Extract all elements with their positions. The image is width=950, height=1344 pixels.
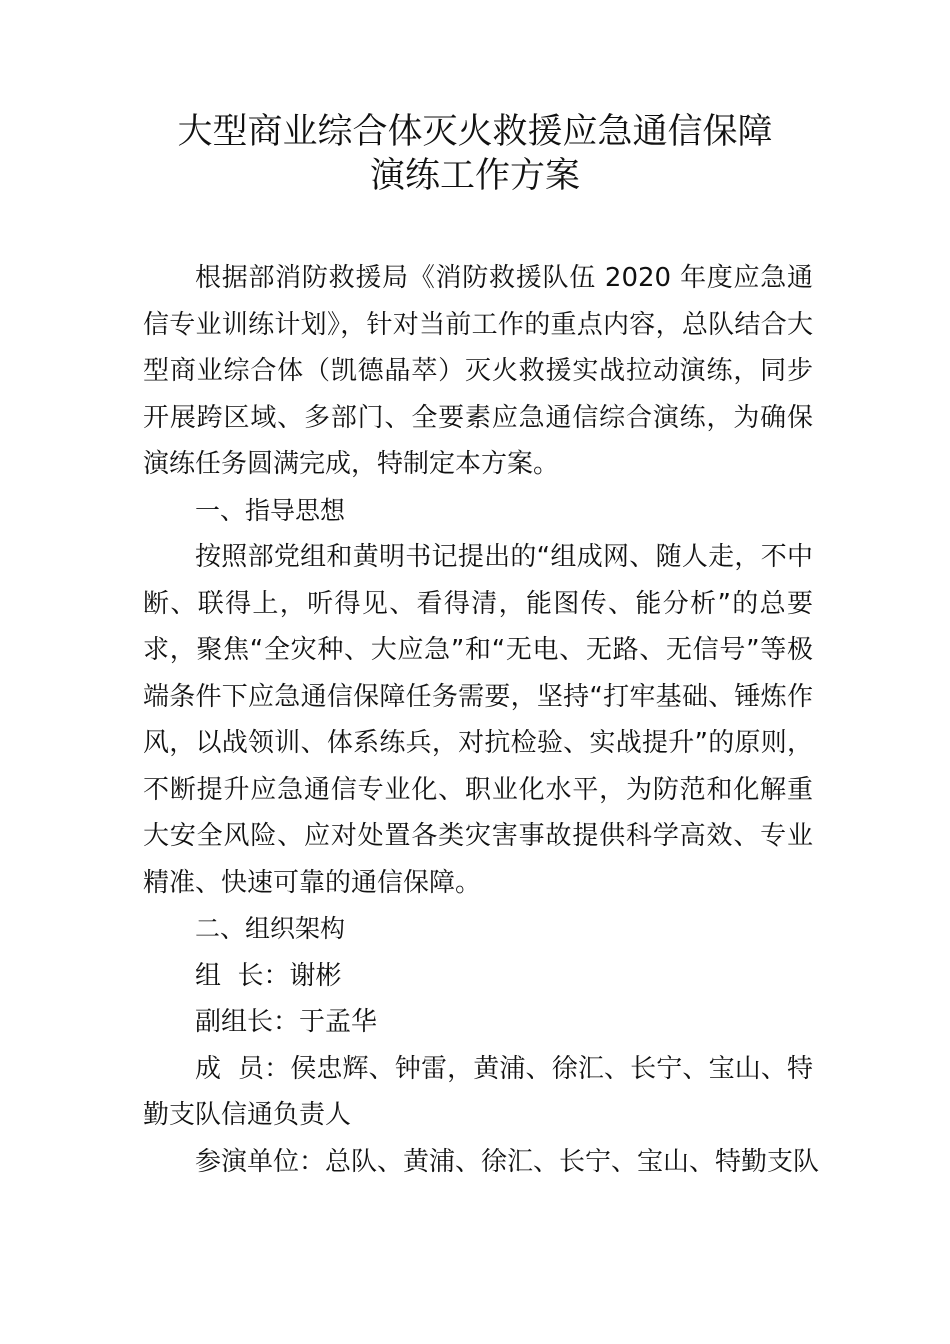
members-line: 成 员：侯忠辉、钟雷，黄浦、徐汇、长宁、宝山、特勤支队信通负责人 (143, 1053, 813, 1130)
team-leader-line: 组 长：谢彬 (195, 960, 342, 991)
intro-paragraph: 根据部消防救援局《消防救援队伍 2020 年度应急通信专业训练计划》，针对当前工作的重点内容，总队结合大型商业综合体（凯德晶萃）灭火救援实战拉动演练，同步开展跨区域、多部门、全要素应急通信综合演练，为确保演练任务圆满完成，特制定本方案。 (143, 263, 813, 479)
participating-units-line: 参演单位：总队、黄浦、徐汇、长宁、宝山、特勤支队 (195, 1146, 820, 1177)
title-line-2: 演练工作方案 (369, 156, 580, 196)
section-heading-organization: 二、组织架构 (195, 914, 346, 943)
document-body (143, 255, 820, 1185)
section-heading-guiding-principle: 一、指导思想 (195, 495, 346, 525)
guiding-principle-paragraph: 按照部党组和黄明书记提出的“组成网、随人走，不中断、联得上，听得见、看得清，能图传、能分析”的总要求，聚焦“全灾种、大应急”和“无电、无路、无信号”等极端条件下应急通信保障任务需要，坚持“打牢基础、锤炼作风，以战领训、体系练兵，对抗检验、实战提升”的原则，不断提升应急通信专业化、职业化水平，为防范和化解重大安全风险、应对处置各类灾害事故提供科学高效、专业精准、快速可靠的通信保障。 (143, 542, 813, 898)
deputy-leader-line: 副组长：于孟华 (195, 1007, 378, 1037)
title-line-1: 大型商业综合体灭火救援应急通信保障 (177, 112, 773, 152)
document-title (0, 110, 950, 198)
